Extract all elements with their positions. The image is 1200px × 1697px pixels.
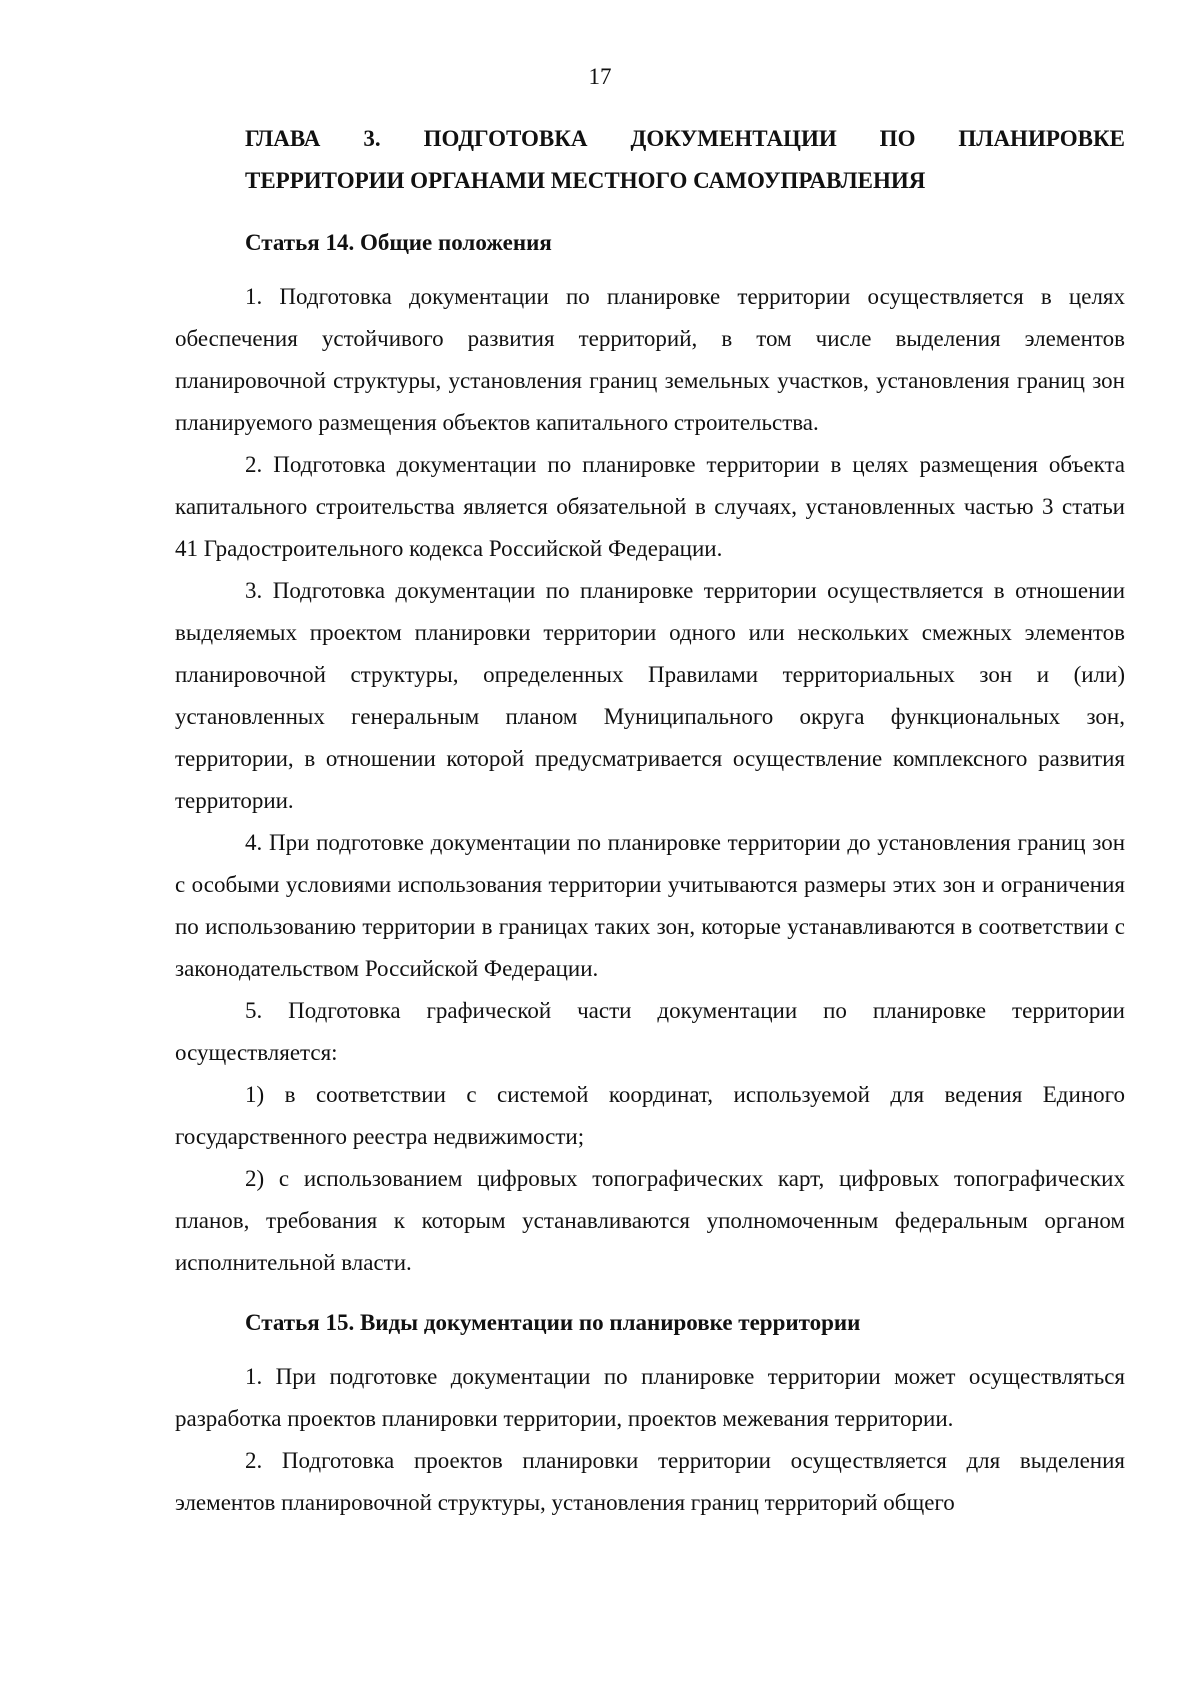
article-14-paragraph-1: 1. Подготовка документации по планировке территории осуществляется в целях обеспечения устойчивого развития территорий, в том числе выделения элементов планировочной структуры, установления границ земельных участков, установления границ зон планируемого размещения объектов капитального строительства. <box>175 284 1125 435</box>
article-14-paragraph-3: 3. Подготовка документации по планировке территории осуществляется в отношении выделяемых проектом планировки территории одного или нескольких смежных элементов планировочной структуры, определенных Правилами территориальных зон и (или) установленных генеральным планом Муниципального округа функциональных зон, территории, в отношении которой предусматривается осуществление комплексного развития территории. <box>175 578 1125 813</box>
article-14-paragraph-5: 5. Подготовка графической части документации по планировке территории осуществляется: <box>175 998 1125 1065</box>
article-15-title: Статья 15. Виды документации по планировке территории <box>245 1310 861 1335</box>
article-14-paragraph-2: 2. Подготовка документации по планировке территории в целях размещения объекта капитального строительства является обязательной в случаях, установленных частью 3 статьи 41 Градостроительного кодекса Российской Федерации. <box>175 452 1125 561</box>
article-15-paragraph-2: 2. Подготовка проектов планировки территории осуществляется для выделения элементов планировочной структуры, установления границ территорий общего <box>175 1448 1125 1515</box>
article-14-title: Статья 14. Общие положения <box>245 230 552 255</box>
article-14-paragraph-4: 4. При подготовке документации по планировке территории до установления границ зон с особыми условиями использования территории учитываются размеры этих зон и ограничения по использованию территории в границах таких зон, которые устанавливаются в соответствии с законодательством Российской Федерации. <box>175 830 1125 981</box>
page-number: 17 <box>588 64 612 89</box>
chapter-title-line2: ТЕРРИТОРИИ ОРГАНАМИ МЕСТНОГО САМОУПРАВЛЕНИЯ <box>245 168 926 193</box>
article-15-paragraph-1: 1. При подготовке документации по планировке территории может осуществляться разработка проектов планировки территории, проектов межевания территории. <box>175 1364 1125 1431</box>
document-body <box>175 118 1125 1524</box>
chapter-title <box>175 118 1125 202</box>
article-14-paragraph-5-item-2: 2) с использованием цифровых топографических карт, цифровых топографических планов, требования к которым устанавливаются уполномоченным федеральным органом исполнительной власти. <box>175 1166 1125 1275</box>
article-14-paragraph-5-item-1: 1) в соответствии с системой координат, используемой для ведения Единого государственного реестра недвижимости; <box>175 1082 1125 1149</box>
chapter-title-line1: ГЛАВА 3. ПОДГОТОВКА ДОКУМЕНТАЦИИ ПО ПЛАНИРОВКЕ <box>245 126 1125 151</box>
